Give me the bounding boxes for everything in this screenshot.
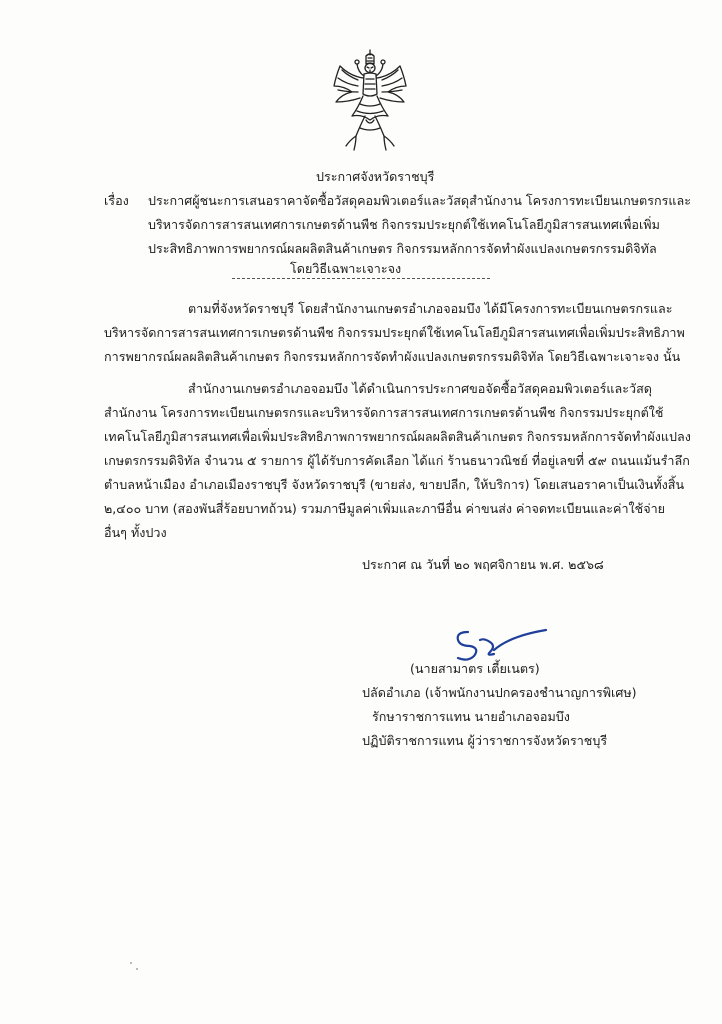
subject-line: ประกาศผู้ชนะการเสนอราคาจัดซื้อวัสดุคอมพิวเตอร์และวัสดุสำนักงาน โครงการทะเบียนเกษตรกรและ: [148, 193, 691, 208]
garuda-emblem-icon: [330, 46, 410, 154]
paragraph-line: สำนักงานเกษตรอำเภอจอมบึง ได้ดำเนินการประกาศขอจัดซื้อวัสดุคอมพิวเตอร์และวัสดุ: [188, 381, 652, 396]
paragraph-line: เกษตรกรรมดิจิทัล จำนวน ๕ รายการ ผู้ได้รับการคัดเลือก ได้แก่ ร้านธนาวณิชย์ ที่อยู่เลขที่ ๕๙ ถนนแม้นรำลึก: [104, 453, 690, 468]
subject-label: เรื่อง: [104, 193, 129, 208]
signatory-position: รักษาราชการแทน นายอำเภอจอมบึง: [372, 709, 570, 724]
signatory-position: ปลัดอำเภอ (เจ้าพนักงานปกครองชำนาญการพิเศษ): [362, 685, 637, 700]
scan-speck: [136, 968, 138, 970]
signatory-position: ปฏิบัติราชการแทน ผู้ว่าราชการจังหวัดราชบุรี: [362, 733, 608, 748]
paragraph-line: ๒,๔๐๐ บาท (สองพันสี่ร้อยบาทถ้วน) รวมภาษีมูลค่าเพิ่มและภาษีอื่น ค่าขนส่ง ค่าจดทะเบียนและค่าใช้จ่าย: [104, 501, 666, 516]
paragraph-line: การพยากรณ์ผลผลิตสินค้าเกษตร กิจกรรมหลักการจัดทำผังแปลงเกษตรกรรมดิจิทัล โดยวิธีเฉพาะเจาะจง นั้น: [104, 349, 681, 364]
signatory-name: (นายสามาตร เตี้ยเนตร): [410, 661, 540, 676]
announce-date: ประกาศ ณ วันที่ ๒๐ พฤศจิกายน พ.ศ. ๒๕๖๘: [362, 557, 604, 572]
paragraph-line: สำนักงาน โครงการทะเบียนเกษตรกรและบริหารจัดการสารสนเทศการเกษตรด้านพืช กิจกรรมประยุกต์ใช้: [104, 405, 664, 420]
paragraph-line: อื่นๆ ทั้งปวง: [104, 525, 167, 540]
subject-line: ประสิทธิภาพการพยากรณ์ผลผลิตสินค้าเกษตร กิจกรรมหลักการจัดทำผังแปลงเกษตรกรรมดิจิทัล: [148, 241, 657, 256]
subject-line: โดยวิธีเฉพาะเจาะจง: [290, 261, 402, 276]
paragraph-line: ตำบลหน้าเมือง อำเภอเมืองราชบุรี จังหวัดราชบุรี (ขายส่ง, ขายปลีก, ให้บริการ) โดยเสนอราคาเป็นเงินทั้งสิ้น: [104, 477, 685, 492]
separator-line: [232, 278, 490, 279]
subject-line: บริหารจัดการสารสนเทศการเกษตรด้านพืช กิจกรรมประยุกต์ใช้เทคโนโลยีภูมิสารสนเทศเพื่อเพิ่ม: [148, 217, 660, 232]
paragraph-line: เทคโนโลยีภูมิสารสนเทศเพื่อเพิ่มประสิทธิภาพการพยากรณ์ผลผลิตสินค้าเกษตร กิจกรรมหลักการจัดทำผังแปลง: [104, 429, 691, 444]
paragraph-line: บริหารจัดการสารสนเทศการเกษตรด้านพืช กิจกรรมประยุกต์ใช้เทคโนโลยีภูมิสารสนเทศเพื่อเพิ่มประสิทธิภาพ: [104, 325, 685, 340]
paragraph-line: ตามที่จังหวัดราชบุรี โดยสำนักงานเกษตรอำเภอจอมบึง ได้มีโครงการทะเบียนเกษตรกรและ: [188, 301, 673, 316]
scan-speck: [130, 962, 132, 964]
announcement-title: ประกาศจังหวัดราชบุรี: [316, 169, 435, 184]
